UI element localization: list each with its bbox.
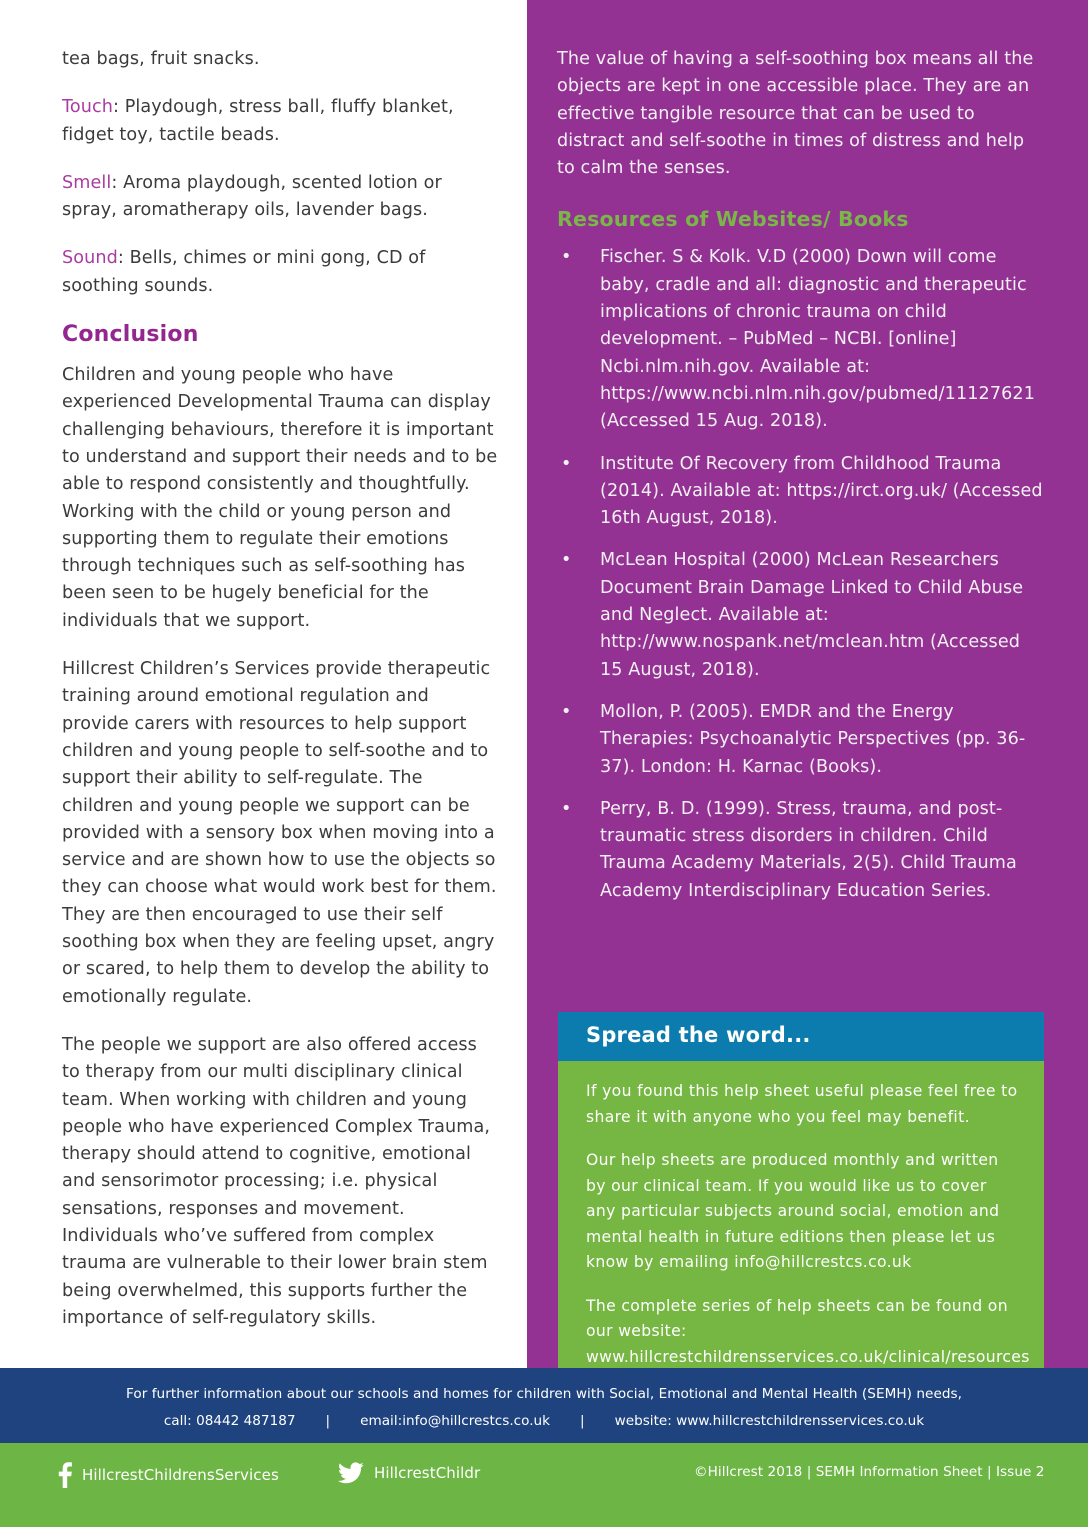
spread-paragraph-2: Our help sheets are produced monthly and written by our clinical team. If you would like us to cover any particular subjects around social, emotion and mental health in future editions then please let us know by emailing info@hillcrestcs.co.uk <box>586 1151 1000 1271</box>
right-column <box>557 46 1044 920</box>
bullet-icon: • <box>561 453 572 474</box>
reference-item <box>557 796 1044 905</box>
reference-text: Fischer. S & Kolk. V.D (2000) Down will come baby, cradle and all: diagnostic and therapeutic implications of chronic trauma on child development. – PubMed – NCBI. [online] Ncbi.nlm.nih.gov. Available at: https://www.ncbi.nlm.nih.gov/pubmed/11127621 (Accessed 15 Aug. 2018). <box>600 247 1035 432</box>
footer-website[interactable]: website: www.hillcrestchildrensservices.co.uk <box>614 1413 925 1429</box>
footer-separator: | <box>325 1413 331 1429</box>
footer-info-line: For further information about our schools and homes for children with Social, Emotional and Mental Health (SEMH) needs, <box>125 1386 963 1402</box>
reference-text: Mollon, P. (2005). EMDR and the Energy Therapies: Psychoanalytic Perspectives (pp. 36-37). London: H. Karnac (Books). <box>600 701 1026 777</box>
conclusion-paragraph-1: Children and young people who have experienced Developmental Trauma can display challenging behaviours, therefore it is important to understand and support their needs and to be able to respond consistently and thoughtfully. Working with the child or young person and supporting them to regulate their emotions through techniques such as self-soothing has been seen to be hugely beneficial for the individuals that we support. <box>62 365 498 631</box>
sense-item-touch <box>62 94 499 149</box>
spread-the-word-box <box>558 1012 1044 1390</box>
spread-the-word-body <box>558 1061 1044 1390</box>
sense-text-smell: : Aroma playdough, scented lotion or spray, aromatherapy oils, lavender bags. <box>62 172 442 221</box>
conclusion-paragraph-2: Hillcrest Children’s Services provide therapeutic training around emotional regulation and provide carers with resources to help support children and young people to self-soothe and to support their ability to self-regulate. The children and young people we support can be provided with a sensory box when moving into a service and are shown how to use the objects so they can choose what would work best for them. They are then encouraged to use their self soothing box when they are feeling upset, angry or scared, to help them to develop the ability to emotionally regulate. <box>62 659 497 1007</box>
footer-separator: | <box>580 1413 585 1429</box>
reference-text: Institute Of Recovery from Childhood Trauma (2014). Available at: https://irct.org.uk/ (Accessed 16th August, 2018). <box>600 453 1043 529</box>
conclusion-heading: Conclusion <box>62 322 199 348</box>
sense-label-touch: Touch <box>62 97 113 118</box>
reference-item <box>557 699 1044 781</box>
spread-paragraph-1: If you found this help sheet useful please feel free to share it with anyone who you feel may benefit. <box>586 1082 1018 1126</box>
footer-social-bar <box>0 1443 1088 1527</box>
sense-text-touch: : Playdough, stress ball, fluffy blanket, fidget toy, tactile beads. <box>62 97 454 145</box>
left-column <box>62 46 499 1353</box>
continued-list-text: tea bags, fruit snacks. <box>62 49 260 69</box>
bullet-icon: • <box>561 550 572 571</box>
twitter-handle: HillcrestChildr <box>374 1464 481 1482</box>
footer-contact-line <box>0 1403 1088 1430</box>
reference-text: McLean Hospital (2000) McLean Researchers Document Brain Damage Linked to Child Abuse and Neglect. Available at: http://www.nospank.net/mclean.htm (Accessed 15 August, 2018). <box>600 550 1024 680</box>
sense-item-sound <box>62 245 499 300</box>
bullet-icon: • <box>561 798 572 819</box>
bullet-icon: • <box>561 247 572 268</box>
facebook-handle: HillcrestChildrensServices <box>82 1466 279 1484</box>
footer-info-bar <box>0 1368 1088 1443</box>
twitter-link[interactable] <box>338 1462 480 1484</box>
resources-heading: Resources of Websites/ Books <box>557 207 909 232</box>
spread-paragraph-3: The complete series of help sheets can be found on our website: www.hillcrestchildrensservices.co.uk/clinical/resources <box>586 1296 1030 1366</box>
facebook-link[interactable] <box>58 1462 279 1488</box>
twitter-icon <box>338 1462 364 1484</box>
sense-item-smell <box>62 170 499 225</box>
bullet-icon: • <box>561 701 572 722</box>
facebook-icon <box>58 1462 72 1488</box>
references-list <box>557 244 1044 905</box>
spread-the-word-header: Spread the word... <box>558 1012 1044 1061</box>
right-intro-paragraph: The value of having a self-soothing box means all the objects are kept in one accessible place. They are an effective tangible resource that can be used to distract and self-soothe in times of distress and help to calm the senses. <box>557 49 1034 179</box>
footer-email[interactable]: email:info@hillcrestcs.co.uk <box>360 1413 551 1429</box>
sense-text-sound: : Bells, chimes or mini gong, CD of soothing sounds. <box>62 248 426 296</box>
reference-text: Perry, B. D. (1999). Stress, trauma, and post-traumatic stress disorders in children. Child Trauma Academy Materials, 2(5). Child Trauma Academy Interdisciplinary Education Series. <box>600 798 1017 901</box>
footer-phone: call: 08442 487187 <box>163 1413 296 1429</box>
sense-label-sound: Sound <box>62 248 118 269</box>
reference-item <box>557 244 1044 435</box>
reference-item <box>557 547 1044 683</box>
reference-item <box>557 451 1044 533</box>
sense-label-smell: Smell <box>62 172 112 193</box>
copyright-text: ©Hillcrest 2018 | SEMH Information Sheet | Issue 2 <box>694 1464 1045 1480</box>
conclusion-paragraph-3: The people we support are also offered access to therapy from our multi disciplinary clinical team. When working with children and young people who have experienced Complex Trauma, therapy should attend to cognitive, emotional and sensorimotor processing; i.e. physical sensations, responses and movement. Individuals who’ve suffered from complex trauma are vulnerable to their lower brain stem being overwhelmed, this supports further the importance of self-regulatory skills. <box>62 1034 491 1328</box>
